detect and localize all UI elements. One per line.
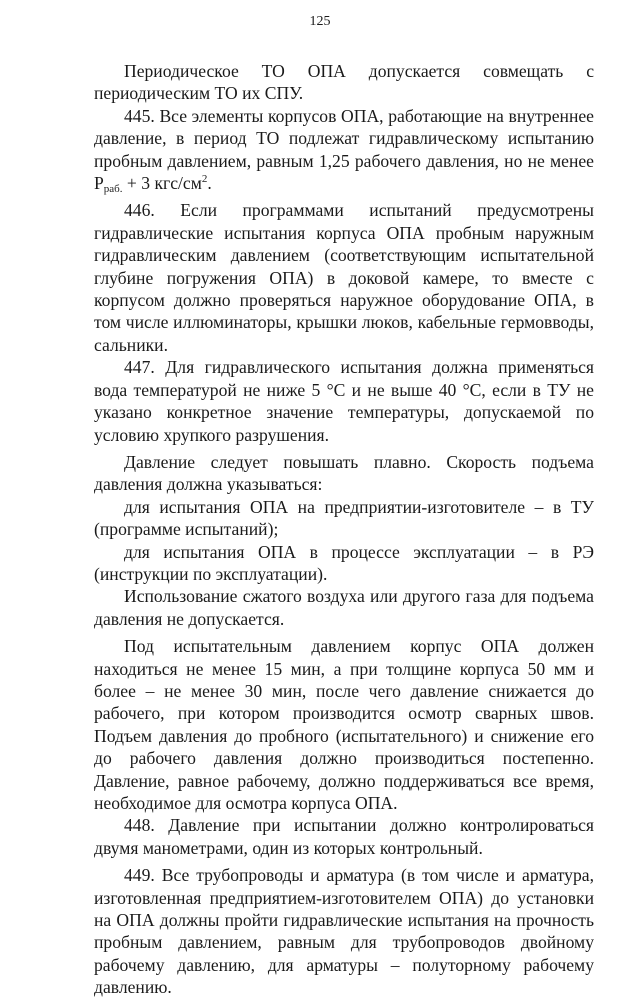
document-body <box>94 60 594 999</box>
paragraph-test-pressure: Под испытательным давлением корпус ОПА должен находиться не менее 15 мин, а при толщине корпуса 50 мм и более – не менее 30 мин, после чего давление снижается до рабочего, при котором производится осмотр сварных швов. Подъем давления до пробного (испытательного) и снижение его до рабочего давления должно производиться постепенно. Давление, равное рабочему, должно поддерживаться все время, необходимое для осмотра корпуса ОПА. <box>94 636 594 813</box>
paragraph-445-pressure: + 3 кгс/см <box>122 173 202 194</box>
paragraph-448: 448. Давление при испытании должно контролироваться двумя манометрами, один из которых контрольный. <box>94 815 594 858</box>
paragraph-449: 449. Все трубопроводы и арматура (в том числе и арматура, изготовленная предприятием-изготовителем ОПА) до установки на ОПА должны пройти гидравлические испытания на прочность пробным давлением, равным для трубопроводов двойному рабочему давлению, для арматуры – полуторному рабочему давлению. <box>94 865 594 998</box>
paragraph-445-end: . <box>207 173 212 194</box>
paragraph-445 <box>94 105 594 195</box>
subscript-rab: раб. <box>103 183 123 196</box>
paragraph-compressed-air: Использование сжатого воздуха или другого газа для подъема давления не допускается. <box>94 586 594 629</box>
paragraph-445-text: 445. Все элементы корпусов ОПА, работающие на внутреннее давление, в период ТО подлежат гидравлическому испытанию пробным давлением, равным 1,25 рабочего давления, но не менее P <box>94 105 594 194</box>
paragraph-446: 446. Если программами испытаний предусмотрены гидравлические испытания корпуса ОПА пробным наружным гидравлическим давлением (соответствующим испытательной глубине погружения ОПА) в доковой камере, то вместе с корпусом должно проверяться наружное оборудование ОПА, в том числе иллюминаторы, крышки люков, кабельные гермовводы, сальники. <box>94 200 594 355</box>
paragraph-pressure-rise: Давление следует повышать плавно. Скорость подъема давления должна указываться: <box>94 451 594 495</box>
paragraph-periodic-to: Периодическое ТО ОПА допускается совмещать с периодическим ТО их СПУ. <box>94 61 594 104</box>
list-item-manufacturer: для испытания ОПА на предприятии-изготовителе – в ТУ (программе испытаний); <box>94 496 594 540</box>
paragraph-447: 447. Для гидравлического испытания должна применяться вода температурой не ниже 5 °С и не выше 40 °С, если в ТУ не указано конкретное значение температуры, допускаемой по условию хрупкого разрушения. <box>94 357 594 445</box>
page-number: 125 <box>309 14 331 29</box>
list-item-operation: для испытания ОПА в процессе эксплуатации – в РЭ (инструкции по эксплуатации). <box>94 541 594 584</box>
superscript-2: 2 <box>201 173 208 186</box>
